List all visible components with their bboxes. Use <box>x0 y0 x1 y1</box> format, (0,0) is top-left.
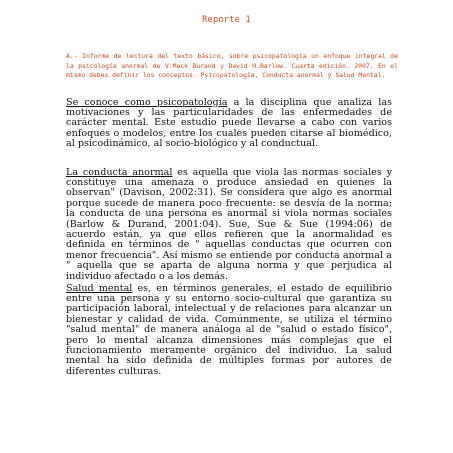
paragraph-salud-mental-text: es, en términos generales, el estado de equilibrio entre una persona y su entorno socio-cultural que garantiza su participación laboral, intelectual y de relaciones para alcanzar un bienestar y calidad de vida. Comúnmente, se utiliza el término "salud mental" de manera análoga al de "salud o estado físico", pero lo mental alcanza dimensiones más complejas que el funcionamiento meramente orgánico del individuo. La salud mental ha sido definida de múltiples formas por autores de diferentes culturas. <box>66 282 393 377</box>
assignment-instruction: A.- Informe de lectura del texto básico, sobre psicopatología un enfoque integral de la psicología anormal de V.Mack Durand y David H.Barlow. Cuarta edición. 2007. En el mismo debes definir los conceptos. Psicopatología, Conducta anormal y Salud Mental. <box>66 52 398 79</box>
paragraph-conducta-anormal <box>66 168 392 282</box>
term-salud-mental: Salud mental <box>66 282 133 294</box>
paragraph-psicopatologia-text: a la disciplina que analiza las motivaciones y las particularidades de las enfermedades de carácter mental. Este estudio puede llevarse a cabo con varios enfoques o modelos, entre los cuales pueden citarse al biomédico, al psicodinámico, al socio-biológico y al conductual. <box>66 96 392 150</box>
paragraph-salud-mental <box>66 284 392 378</box>
report-title: Reporte 1 <box>202 15 251 25</box>
term-psicopatologia: Se conoce como psicopatología <box>66 96 228 108</box>
term-conducta-anormal: La conducta anormal <box>66 166 173 178</box>
paragraph-psicopatologia <box>66 98 392 150</box>
paragraph-conducta-anormal-text: es aquella que viola las normas sociales y constituye una amenaza o produce ansiedad en quienes la observan" (Davison, 2002:31). Se considera que algo es anormal porque sucede de manera poco frecuente: se desvía de la norma; la conducta de una persona es anormal si viola normas sociales (Barlow & Durand, 2001:04). Sue, Sue & Sue (1994:06) de acuerdo están, ya que ellos refieren que la anormalidad es definida en términos de " aquellas conductas que ocurren con menor frecuencia". Así mismo se entiende por conducta anormal a " aquella que se aparta de alguna norma y que perjudica al individuo afectado o a los demás. <box>66 166 392 282</box>
